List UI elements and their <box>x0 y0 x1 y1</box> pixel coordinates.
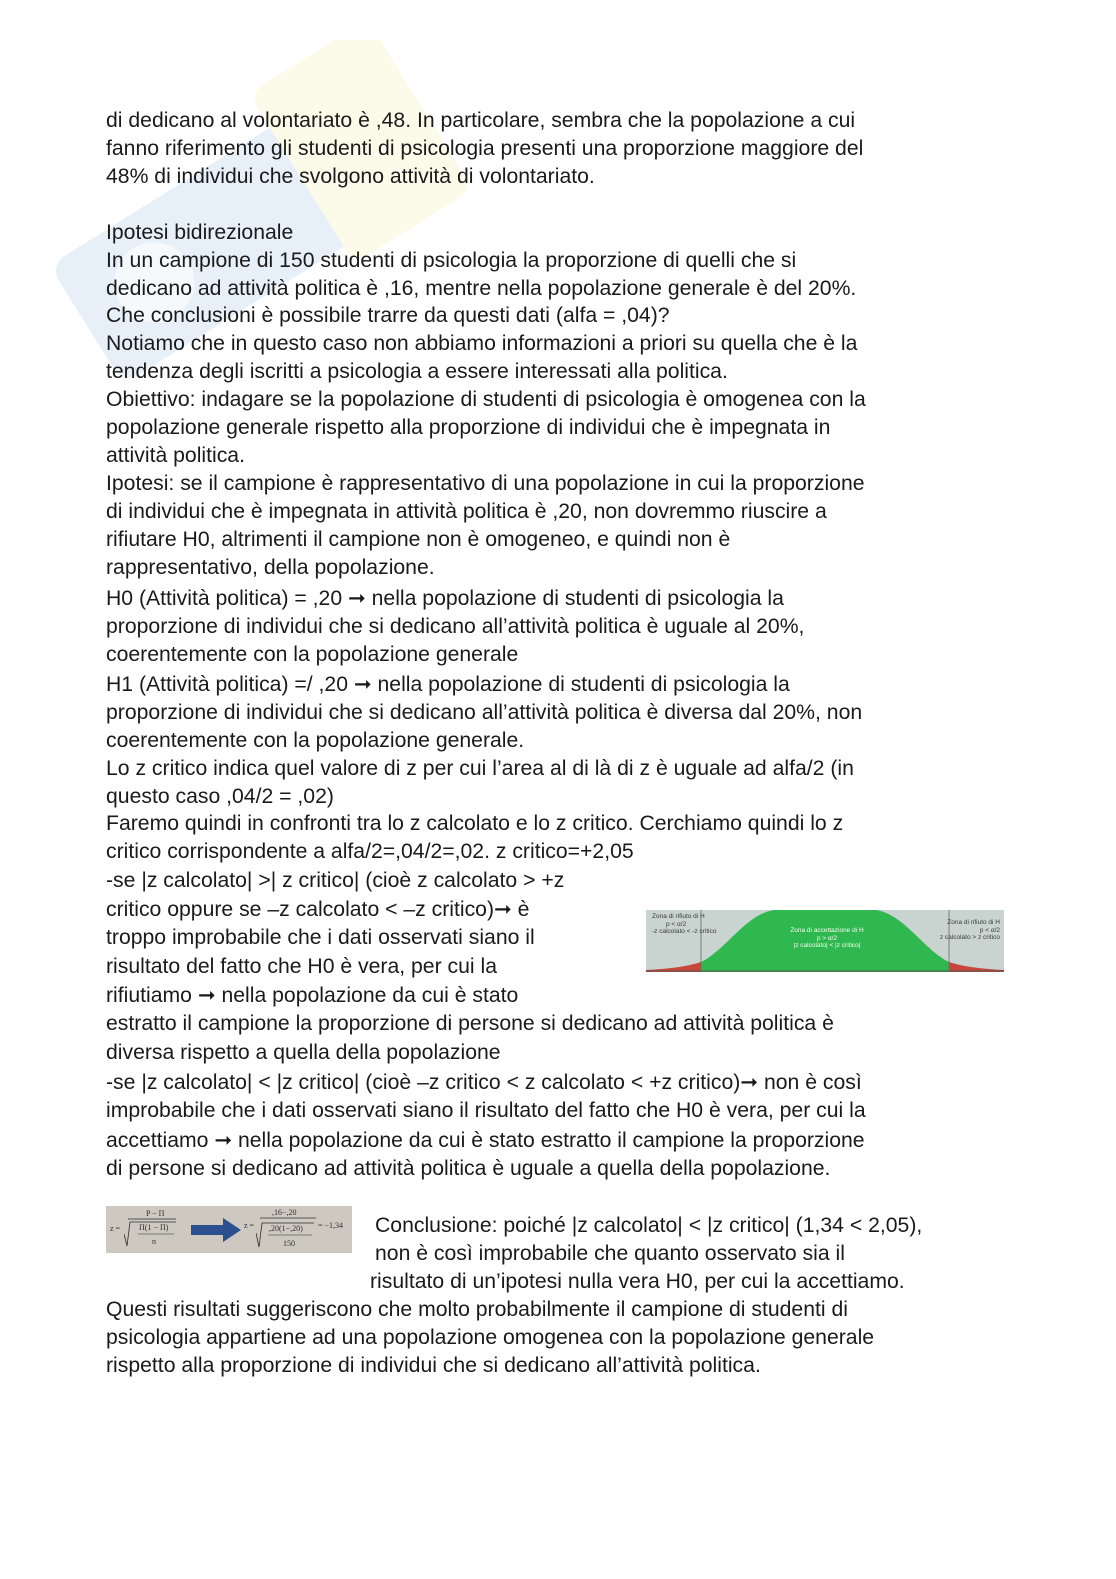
text-line: troppo improbabile che i dati osservati siano il <box>106 926 535 949</box>
text-line: Questi risultati suggeriscono che molto probabilmente il campione di studenti di <box>106 1298 848 1321</box>
text-line: non è così improbabile che quanto osservato sia il <box>375 1242 845 1265</box>
right-zone-label: Zona di rifiuto di H p < α/2 z calcolato > z critico <box>939 919 1000 941</box>
z-formula-figure: z = P − Π Π(1 − Π) n z = ,16−,20 ,20(1−,20) 150 = −1,34 <box>106 1206 352 1253</box>
text-line: In un campione di 150 studenti di psicologia la proporzione di quelli che si <box>106 249 797 272</box>
text-line: dedicano ad attività politica è ,16, mentre nella popolazione generale è del 20%. <box>106 277 857 300</box>
text-line: attività politica. <box>106 444 245 467</box>
text-line: improbabile che i dati osservati siano il risultato del fatto che H0 è vera, per cui la <box>106 1099 866 1122</box>
text-line: questo caso ,04/2 = ,02) <box>106 785 334 808</box>
text-line: di dedicano al volontariato è ,48. In particolare, sembra che la popolazione a cui <box>106 109 856 132</box>
text-line: proporzione di individui che si dedicano all’attività politica è diversa dal 20%, non <box>106 701 863 724</box>
center-zone-label: Zona di accettazione di H p > α/2 |z calcolato| < |z critico| <box>790 927 864 949</box>
applied-numerator: ,16−,20 <box>272 1208 297 1217</box>
applied-denominator: ,20(1−,20) <box>269 1224 303 1233</box>
text-line: tendenza degli iscritti a psicologia a essere interessati alla politica. <box>106 360 728 383</box>
text-line: Conclusione: poiché |z calcolato| < |z critico| (1,34 < 2,05), <box>375 1214 923 1237</box>
text-line: -se |z calcolato| < |z critico| (cioè –z critico < z calcolato < +z critico)➞ non è così <box>106 1071 862 1094</box>
text-line: risultato del fatto che H0 è vera, per cui la <box>106 955 497 978</box>
text-line: Faremo quindi in confronti tra lo z calcolato e lo z critico. Cerchiamo quindi lo z <box>106 812 844 835</box>
text-line: -se |z calcolato| >| z critico| (cioè z calcolato > +z <box>106 869 565 892</box>
text-line: psicologia appartiene ad una popolazione omogenea con la popolazione generale <box>106 1326 875 1349</box>
text-line: risultato di un’ipotesi nulla vera H0, per cui la accettiamo. <box>370 1270 905 1293</box>
text-line: accettiamo ➞ nella popolazione da cui è stato estratto il campione la proporzione <box>106 1129 865 1152</box>
generic-numerator: P − Π <box>146 1209 165 1218</box>
z-result: = −1,34 <box>318 1221 344 1230</box>
text-line: diversa rispetto a quella della popolazione <box>106 1041 501 1064</box>
text-line: coerentemente con la popolazione generale <box>106 643 519 666</box>
section-heading: Ipotesi bidirezionale <box>106 221 294 244</box>
text-line: fanno riferimento gli studenti di psicologia presenti una proporzione maggiore del <box>106 137 864 160</box>
text-line: di persone si dedicano ad attività politica è uguale a quella della popolazione. <box>106 1157 831 1180</box>
text-line: proporzione di individui che si dedicano all’attività politica è uguale al 20%, <box>106 615 805 638</box>
text-line: H0 (Attività politica) = ,20 ➞ nella popolazione di studenti di psicologia la <box>106 587 784 610</box>
text-line: Lo z critico indica quel valore di z per cui l’area al di là di z è uguale ad alfa/2 (in <box>106 757 854 780</box>
text-line: Obiettivo: indagare se la popolazione di studenti di psicologia è omogenea con la <box>106 388 866 411</box>
generic-n: n <box>152 1237 156 1246</box>
text-line: rappresentativo, della popolazione. <box>106 556 435 579</box>
text-line: rifiutiamo ➞ nella popolazione da cui è stato <box>106 984 519 1007</box>
text-line: H1 (Attività politica) =/ ,20 ➞ nella popolazione di studenti di psicologia la <box>106 673 790 696</box>
generic-denominator: Π(1 − Π) <box>139 1223 169 1232</box>
text-line: popolazione generale rispetto alla proporzione di individui che è impegnata in <box>106 416 831 439</box>
arrow-right-icon <box>191 1218 243 1242</box>
text-line: coerentemente con la popolazione generale. <box>106 729 525 752</box>
text-line: critico oppure se –z calcolato < –z critico)➞ è <box>106 898 530 921</box>
text-line: rifiutare H0, altrimenti il campione non è omogeneo, e quindi non è <box>106 528 731 551</box>
text-line: Ipotesi: se il campione è rappresentativo di una popolazione in cui la proporzione <box>106 472 865 495</box>
text-line: rispetto alla proporzione di individui che si dedicano all’attività politica. <box>106 1354 761 1377</box>
normal-curve-figure <box>646 910 1004 972</box>
text-line: estratto il campione la proporzione di persone si dedicano ad attività politica è <box>106 1012 834 1035</box>
text-line: di individui che è impegnata in attività politica è ,20, non dovremmo riuscire a <box>106 500 827 523</box>
text-line: 48% di individui che svolgono attività di volontariato. <box>106 165 595 188</box>
text-line: Notiamo che in questo caso non abbiamo informazioni a priori su quella che è la <box>106 332 858 355</box>
applied-n: 150 <box>283 1239 295 1248</box>
left-zone-label: Zona di rifiuto di H p < α/2 -z calcolato < -z critico <box>652 913 717 935</box>
text-line: critico corrispondente a alfa/2=,04/2=,02. z critico=+2,05 <box>106 840 634 863</box>
text-line: Che conclusioni è possibile trarre da questi dati (alfa = ,04)? <box>106 304 670 327</box>
